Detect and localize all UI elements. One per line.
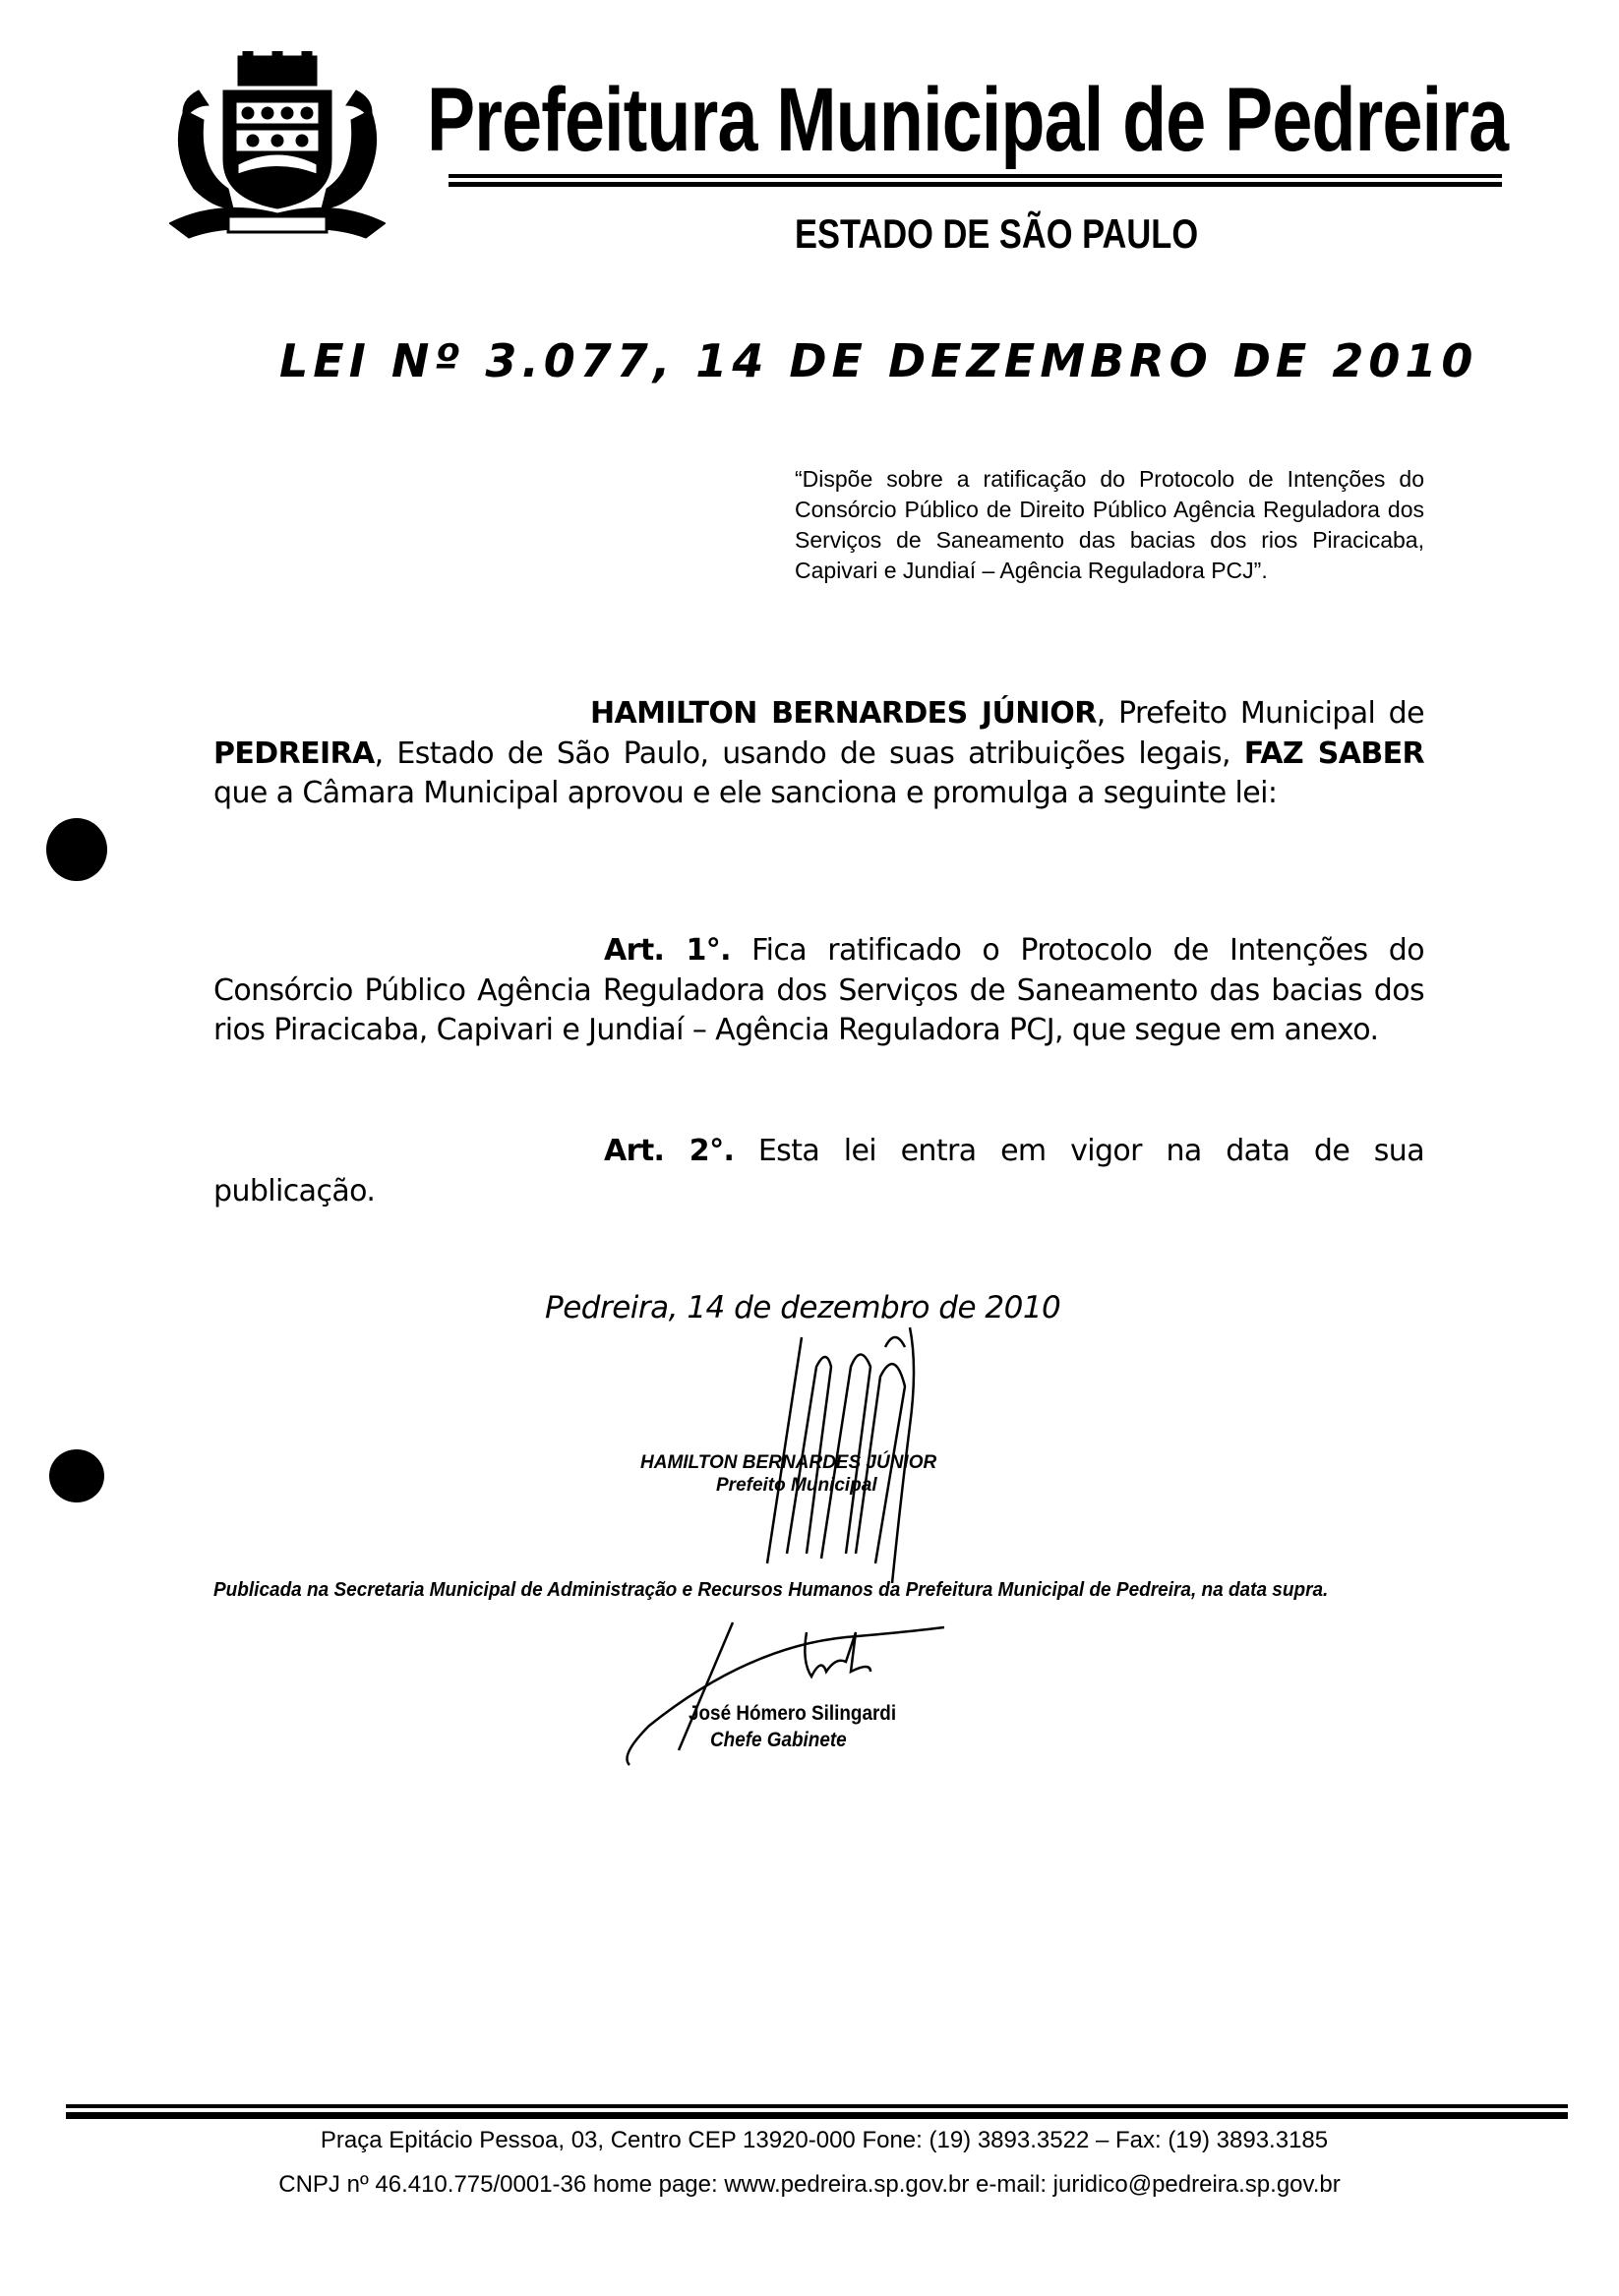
law-heading: LEI Nº 3.077, 14 DE DEZEMBRO DE 2010: [279, 334, 1478, 387]
state-subtitle: ESTADO DE SÃO PAULO: [795, 210, 1199, 257]
chief-name: José Hómero Silingardi: [689, 1702, 897, 1725]
footer-contact: CNPJ nº 46.410.775/0001-36 home page: www.pedreira.sp.gov.br e-mail: juridico@pedreira.sp.gov.br: [278, 2171, 1341, 2198]
header-divider: [449, 174, 1502, 178]
faz-saber: FAZ SABER: [1243, 736, 1424, 771]
punch-hole: [46, 818, 107, 881]
signature-date: Pedreira, 14 de dezembro de 2010: [545, 1290, 1061, 1325]
footer-address: Praça Epitácio Pessoa, 03, Centro CEP 13920-000 Fone: (19) 3893.3522 – Fax: (19) 3893.3185: [320, 2127, 1329, 2153]
page-title: Prefeitura Municipal de Pedreira: [427, 70, 1509, 170]
text: que a Câmara Municipal aprovou e ele sanciona e promulga a seguinte lei:: [213, 776, 1278, 810]
chief-role: Chefe Gabinete: [710, 1729, 847, 1751]
city-name: PEDREIRA: [213, 736, 375, 771]
article-2: [213, 1132, 1424, 1211]
article-1: [213, 931, 1424, 1051]
article-text: Fica ratificado o Protocolo de Intenções do Consórcio Público Agência Reguladora dos Serviços de Saneamento das bacias dos rios Piracicaba, Capivari e Jundiaí – Agência Reguladora PCJ, que segue em anexo.: [213, 933, 1424, 1047]
text: , Estado de São Paulo, usando de suas atribuições legais,: [374, 736, 1244, 771]
punch-hole: [49, 1449, 104, 1502]
article-label: Art. 1°.: [604, 933, 731, 968]
article-text: Esta lei entra em vigor na data de sua publicação.: [213, 1134, 1424, 1208]
law-summary: “Dispõe sobre a ratificação do Protocolo de Intenções do Consórcio Público de Direito Público Agência Reguladora dos Serviços de Saneamento das bacias dos rios Piracicaba, Capivari e Jundiaí – Agência Reguladora PCJ”.: [795, 466, 1424, 583]
footer-divider-thick: [66, 2112, 1568, 2119]
mayor-name-signature: HAMILTON BERNARDES JÚNIOR: [640, 1452, 937, 1473]
coat-of-arms-logo: [169, 51, 386, 244]
mayor-name: HAMILTON BERNARDES JÚNIOR: [590, 696, 1097, 731]
enactment-paragraph: [213, 694, 1424, 814]
publication-note: Publicada na Secretaria Municipal de Administração e Recursos Humanos da Prefeitura Municipal de Pedreira, na data supra.: [213, 1579, 1329, 1601]
mayor-role: Prefeito Municipal: [716, 1475, 877, 1496]
mayor-signature: [708, 1308, 964, 1583]
footer-divider: [66, 2104, 1568, 2108]
text: , Prefeito Municipal de: [1096, 696, 1424, 731]
header-divider-thick: [449, 182, 1502, 187]
article-label: Art. 2°.: [604, 1134, 735, 1168]
